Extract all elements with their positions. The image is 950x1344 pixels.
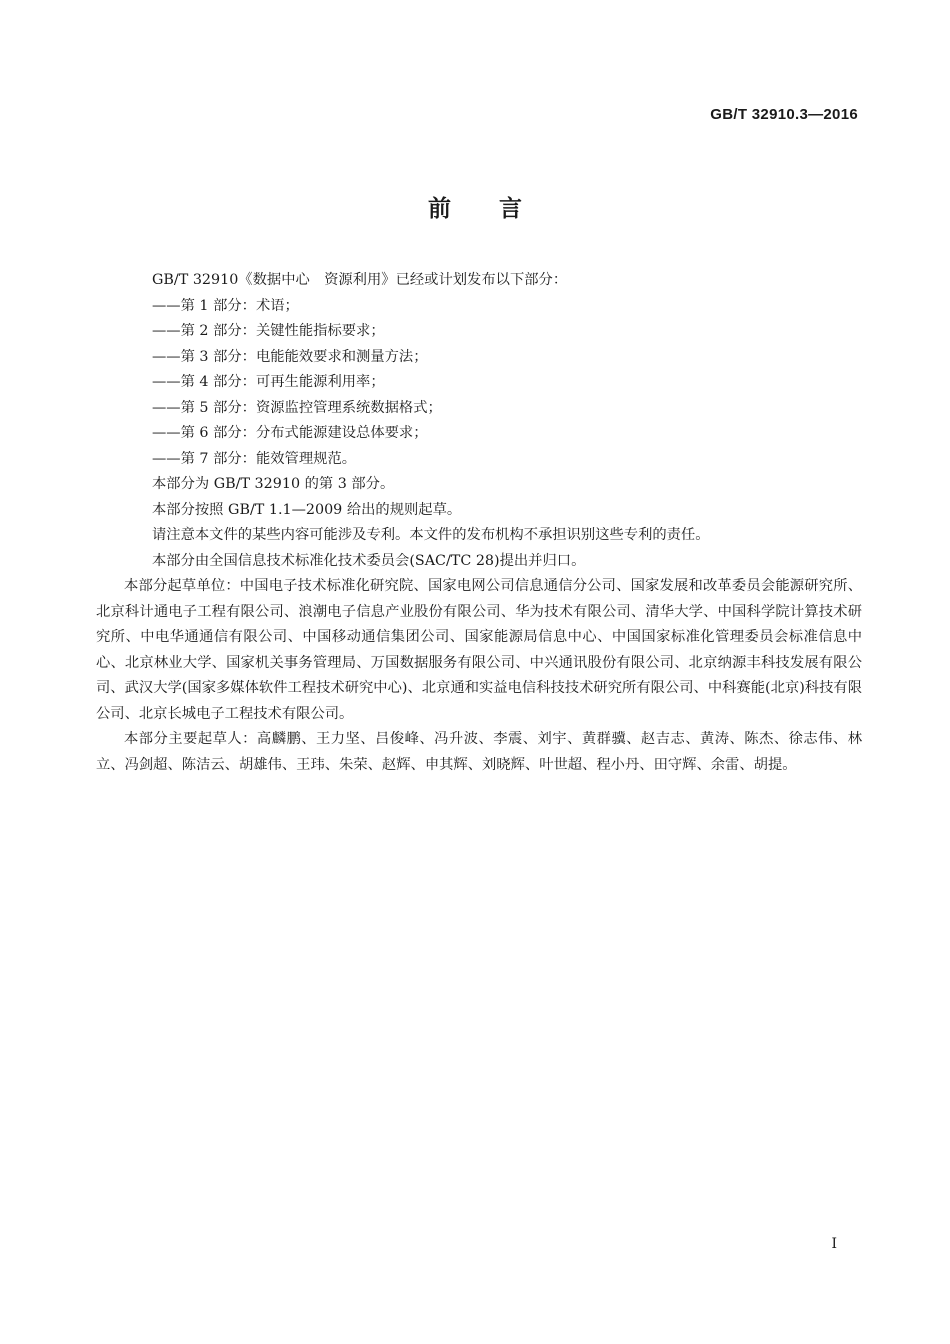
drafting-units-paragraph: 本部分起草单位：中国电子技术标准化研究院、国家电网公司信息通信分公司、国家发展和改革委员会能源研究所、北京科计通电子工程有限公司、浪潮电子信息产业股份有限公司、华为技术有限公司、清华大学、中国科学院计算技术研究所、中电华通通信有限公司、中国移动通信集团公司、国家能源局信息中心、中国国家标准化管理委员会标准信息中心、北京林业大学、国家机关事务管理局、万国数据服务有限公司、中兴通讯股份有限公司、北京纳源丰科技发展有限公司、武汉大学(国家多媒体软件工程技术研究中心)、北京通和实益电信科技技术研究所有限公司、中科赛能(北京)科技有限公司、北京长城电子工程技术有限公司。 — [96, 578, 862, 722]
intro-paragraph: GB/T 32910《数据中心 资源利用》已经或计划发布以下部分： — [152, 272, 568, 288]
standard-number: GB/T 32910.3—2016 — [710, 106, 858, 123]
list-item-part-3: ——第 3 部分：电能能效要求和测量方法； — [152, 348, 428, 365]
statement-patent-notice: 请注意本文件的某些内容可能涉及专利。本文件的发布机构不承担识别这些专利的责任。 — [152, 527, 710, 543]
list-item-part-4: ——第 4 部分：可再生能源利用率； — [152, 374, 385, 390]
statement-drafting-rules: 本部分按照 GB/T 1.1—2009 给出的规则起草。 — [152, 501, 462, 518]
list-item-part-6: ——第 6 部分：分布式能源建设总体要求； — [152, 425, 428, 441]
statement-proposer: 本部分由全国信息技术标准化技术委员会(SAC/TC 28)提出并归口。 — [152, 552, 586, 569]
page-title: 前言 — [428, 196, 570, 222]
page-number: I — [831, 1236, 837, 1252]
drafters-paragraph: 本部分主要起草人：高麟鹏、王力坚、吕俊峰、冯升波、李震、刘宇、黄群骥、赵吉志、黄涛、陈杰、徐志伟、林立、冯剑超、陈洁云、胡雄伟、王玮、朱荣、赵辉、申其辉、刘晓辉、叶世超、程小丹、田守辉、余雷、胡提。 — [96, 731, 862, 773]
foreword-content — [96, 268, 862, 778]
statement-part-number: 本部分为 GB/T 32910 的第 3 部分。 — [152, 476, 395, 492]
list-item-part-1: ——第 1 部分：术语； — [152, 297, 299, 314]
list-item-part-5: ——第 5 部分：资源监控管理系统数据格式； — [152, 399, 442, 416]
list-item-part-2: ——第 2 部分：关键性能指标要求； — [152, 323, 385, 339]
list-item-part-7: ——第 7 部分：能效管理规范。 — [152, 450, 357, 467]
